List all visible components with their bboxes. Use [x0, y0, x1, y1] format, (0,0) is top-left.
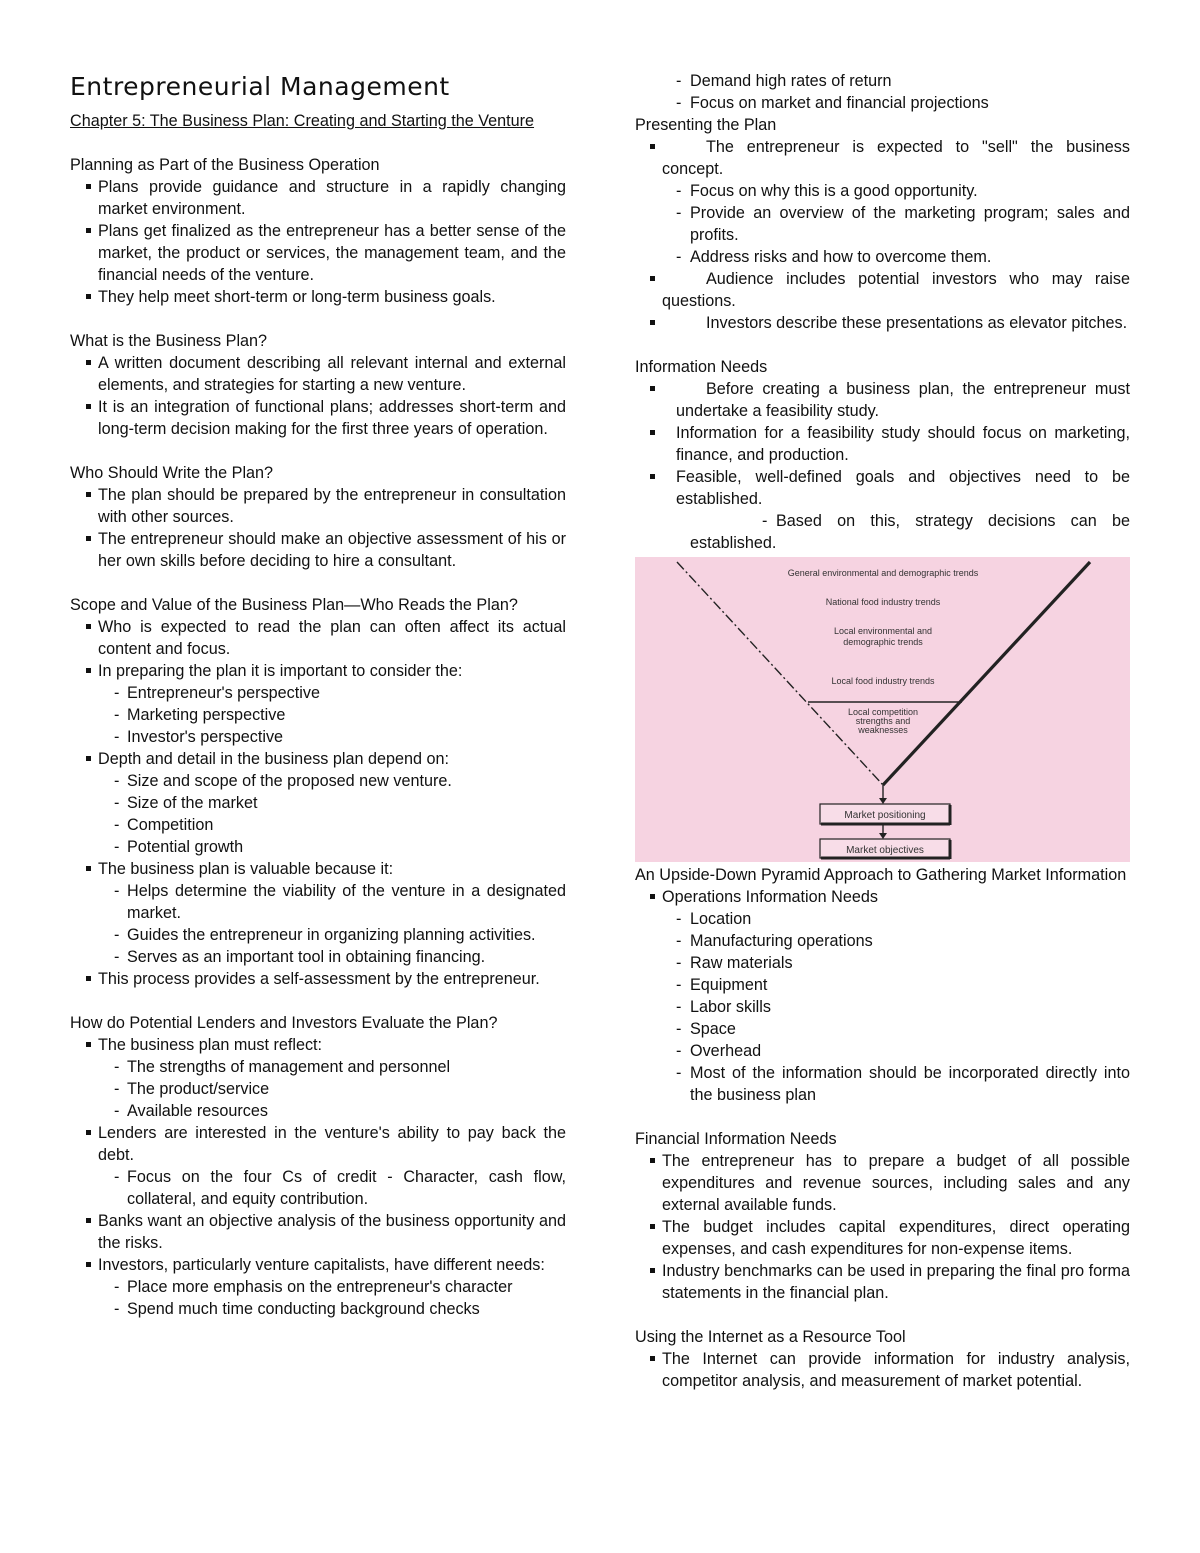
section-what-is-plan [70, 330, 566, 440]
dash-item: - Address risks and how to overcome them. [635, 246, 1130, 268]
bullet-list [70, 748, 566, 770]
section-heading: Information Needs [635, 358, 768, 376]
dash-item: - Available resources [70, 1100, 566, 1122]
bullet-list [70, 1034, 566, 1056]
bullet-item: Plans get finalized as the entrepreneur has a better sense of the market, the product or services, the management team, and the financial needs of the venture. [70, 220, 566, 286]
dash-item: - Competition [70, 814, 566, 836]
section-heading: Who Should Write the Plan? [70, 464, 274, 482]
bullet-item: Industry benchmarks can be used in preparing the final pro forma statements in the financial plan. [635, 1260, 1130, 1304]
bullet-item: The business plan must reflect: [70, 1034, 566, 1056]
dash-item: - Guides the entrepreneur in organizing planning activities. [70, 924, 566, 946]
dash-list [70, 1056, 566, 1122]
bullet-item: The entrepreneur has to prepare a budget of all possible expenditures and revenue sources, including sales and any external available funds. [635, 1150, 1130, 1216]
dash-item: - Place more emphasis on the entrepreneur's character [70, 1276, 566, 1298]
bullet-list [635, 136, 1130, 180]
section-scope-value [70, 594, 566, 990]
dash-item: - Overhead [635, 1040, 1130, 1062]
dash-item: - Most of the information should be incorporated directly into the business plan [635, 1062, 1130, 1106]
box-label: Market positioning [844, 810, 926, 821]
layer-label: National food industry trends [825, 597, 941, 607]
bullet-item: Information for a feasibility study should focus on marketing, finance, and production. [635, 422, 1130, 466]
section-planning [70, 154, 566, 308]
bullet-list [70, 176, 566, 308]
bullet-item: Depth and detail in the business plan depend on: [70, 748, 566, 770]
section-who-writes [70, 462, 566, 572]
section-heading: Using the Internet as a Resource Tool [635, 1328, 906, 1346]
section-lenders-investors [70, 1012, 566, 1320]
section-financial [635, 1128, 1130, 1304]
document-title: Entrepreneurial Management [70, 72, 450, 101]
section-heading: Scope and Value of the Business Plan—Who Reads the Plan? [70, 596, 518, 614]
bullet-item: It is an integration of functional plans; addresses short-term and long-term decision making for the first three years of operation. [70, 396, 566, 440]
dash-item: - Labor skills [635, 996, 1130, 1018]
dash-item: - Focus on why this is a good opportunity. [635, 180, 1130, 202]
bullet-item: They help meet short-term or long-term business goals. [70, 286, 566, 308]
section-heading: What is the Business Plan? [70, 332, 268, 350]
bullet-list [635, 1150, 1130, 1304]
bullet-list [635, 886, 1130, 908]
dash-item: - Entrepreneur's perspective [70, 682, 566, 704]
section-information-needs [635, 356, 1130, 554]
layer-label: weaknesses [858, 725, 908, 735]
dash-item: - Focus on market and financial projections [635, 92, 1130, 114]
bullet-list [70, 484, 566, 572]
bullet-item: Who is expected to read the plan can often affect its actual content and focus. [70, 616, 566, 660]
dash-list [635, 70, 1130, 114]
bullet-list [635, 1348, 1130, 1392]
bullet-item: Investors, particularly venture capitalists, have different needs: [70, 1254, 566, 1276]
left-column [70, 70, 566, 1320]
dash-item: - Helps determine the viability of the venture in a designated market. [70, 880, 566, 924]
bullet-item: Lenders are interested in the venture's ability to pay back the debt. [70, 1122, 566, 1166]
bullet-item: A written document describing all relevant internal and external elements, and strategies for starting a new venture. [70, 352, 566, 396]
dash-item: - Raw materials [635, 952, 1130, 974]
bullet-item: The Internet can provide information for industry analysis, competitor analysis, and measurement of market potential. [635, 1348, 1130, 1392]
dash-item: - Spend much time conducting background checks [70, 1298, 566, 1320]
dash-list [635, 510, 1130, 554]
dash-item: - The product/service [70, 1078, 566, 1100]
bullet-item: Feasible, well-defined goals and objectives need to be established. [635, 466, 1130, 510]
arrow-head [879, 833, 887, 839]
bullet-item: Audience includes potential investors who may raise questions. [635, 268, 1130, 312]
pyramid-left-edge [677, 562, 883, 785]
section-internet [635, 1326, 1130, 1392]
bullet-item: The entrepreneur should make an objective assessment of his or her own skills before deciding to hire a consultant. [70, 528, 566, 572]
dash-item: - Manufacturing operations [635, 930, 1130, 952]
dash-item: - Space [635, 1018, 1130, 1040]
bullet-item: In preparing the plan it is important to consider the: [70, 660, 566, 682]
section-heading: Presenting the Plan [635, 116, 777, 134]
dash-item: - Provide an overview of the marketing program; sales and profits. [635, 202, 1130, 246]
pyramid-svg [635, 557, 1130, 862]
pyramid-diagram [635, 557, 1130, 862]
bullet-item: Operations Information Needs [635, 886, 1130, 908]
bullet-item: The business plan is valuable because it: [70, 858, 566, 880]
bullet-item: The entrepreneur is expected to "sell" the business concept. [635, 136, 1130, 180]
dash-item: - Investor's perspective [70, 726, 566, 748]
dash-item: - Equipment [635, 974, 1130, 996]
bullet-item: Investors describe these presentations as elevator pitches. [635, 312, 1130, 334]
bullet-item: The plan should be prepared by the entrepreneur in consultation with other sources. [70, 484, 566, 528]
layer-label: demographic trends [843, 637, 923, 647]
dash-list [70, 770, 566, 858]
dash-item: - Size and scope of the proposed new venture. [70, 770, 566, 792]
pyramid-right-edge [883, 562, 1090, 785]
layer-label: Local food industry trends [831, 676, 935, 686]
bullet-list [70, 352, 566, 440]
dash-item: - Focus on the four Cs of credit - Character, cash flow, collateral, and equity contribution. [70, 1166, 566, 1210]
bullet-item: The budget includes capital expenditures, direct operating expenses, and cash expenditures for non-expense items. [635, 1216, 1130, 1260]
layer-label: Local environmental and [833, 626, 933, 636]
layer-label: strengths and [855, 716, 911, 726]
dash-list [70, 682, 566, 748]
bullet-item: Before creating a business plan, the entrepreneur must undertake a feasibility study. [635, 378, 1130, 422]
dash-list [635, 180, 1130, 268]
dash-list [70, 880, 566, 968]
bullet-list [635, 378, 1130, 510]
section-heading: How do Potential Lenders and Investors Evaluate the Plan? [70, 1014, 498, 1032]
layer-label: General environmental and demographic trends [787, 568, 979, 578]
dash-list [635, 908, 1130, 1106]
dash-item: - Size of the market [70, 792, 566, 814]
dash-list [70, 1276, 566, 1320]
dash-list [70, 1166, 566, 1210]
arrow-head [879, 798, 887, 804]
section-presenting [635, 114, 1130, 334]
box-label: Market objectives [846, 845, 924, 856]
bullet-list [70, 616, 566, 682]
bullet-item: This process provides a self-assessment by the entrepreneur. [70, 968, 566, 990]
bullet-item: Plans provide guidance and structure in a rapidly changing market environment. [70, 176, 566, 220]
dash-item: - Potential growth [70, 836, 566, 858]
bullet-list [70, 968, 566, 990]
dash-item: - Marketing perspective [70, 704, 566, 726]
right-column [635, 70, 1130, 1392]
section-heading: Financial Information Needs [635, 1130, 837, 1148]
dash-item: - Demand high rates of return [635, 70, 1130, 92]
dash-item: - Serves as an important tool in obtaining financing. [70, 946, 566, 968]
layer-label: Local competition [847, 707, 919, 717]
bullet-list [70, 858, 566, 880]
chapter-heading: Chapter 5: The Business Plan: Creating and Starting the Venture [70, 112, 535, 130]
bullet-list [635, 268, 1130, 334]
bullet-list [70, 1210, 566, 1276]
bullet-item: Banks want an objective analysis of the business opportunity and the risks. [70, 1210, 566, 1254]
bullet-list [70, 1122, 566, 1166]
dash-item: - The strengths of management and personnel [70, 1056, 566, 1078]
section-heading: Planning as Part of the Business Operation [70, 156, 380, 174]
dash-item: - Based on this, strategy decisions can be established. [635, 510, 1130, 554]
diagram-caption: An Upside-Down Pyramid Approach to Gathering Market Information [635, 866, 1127, 884]
dash-item: - Location [635, 908, 1130, 930]
